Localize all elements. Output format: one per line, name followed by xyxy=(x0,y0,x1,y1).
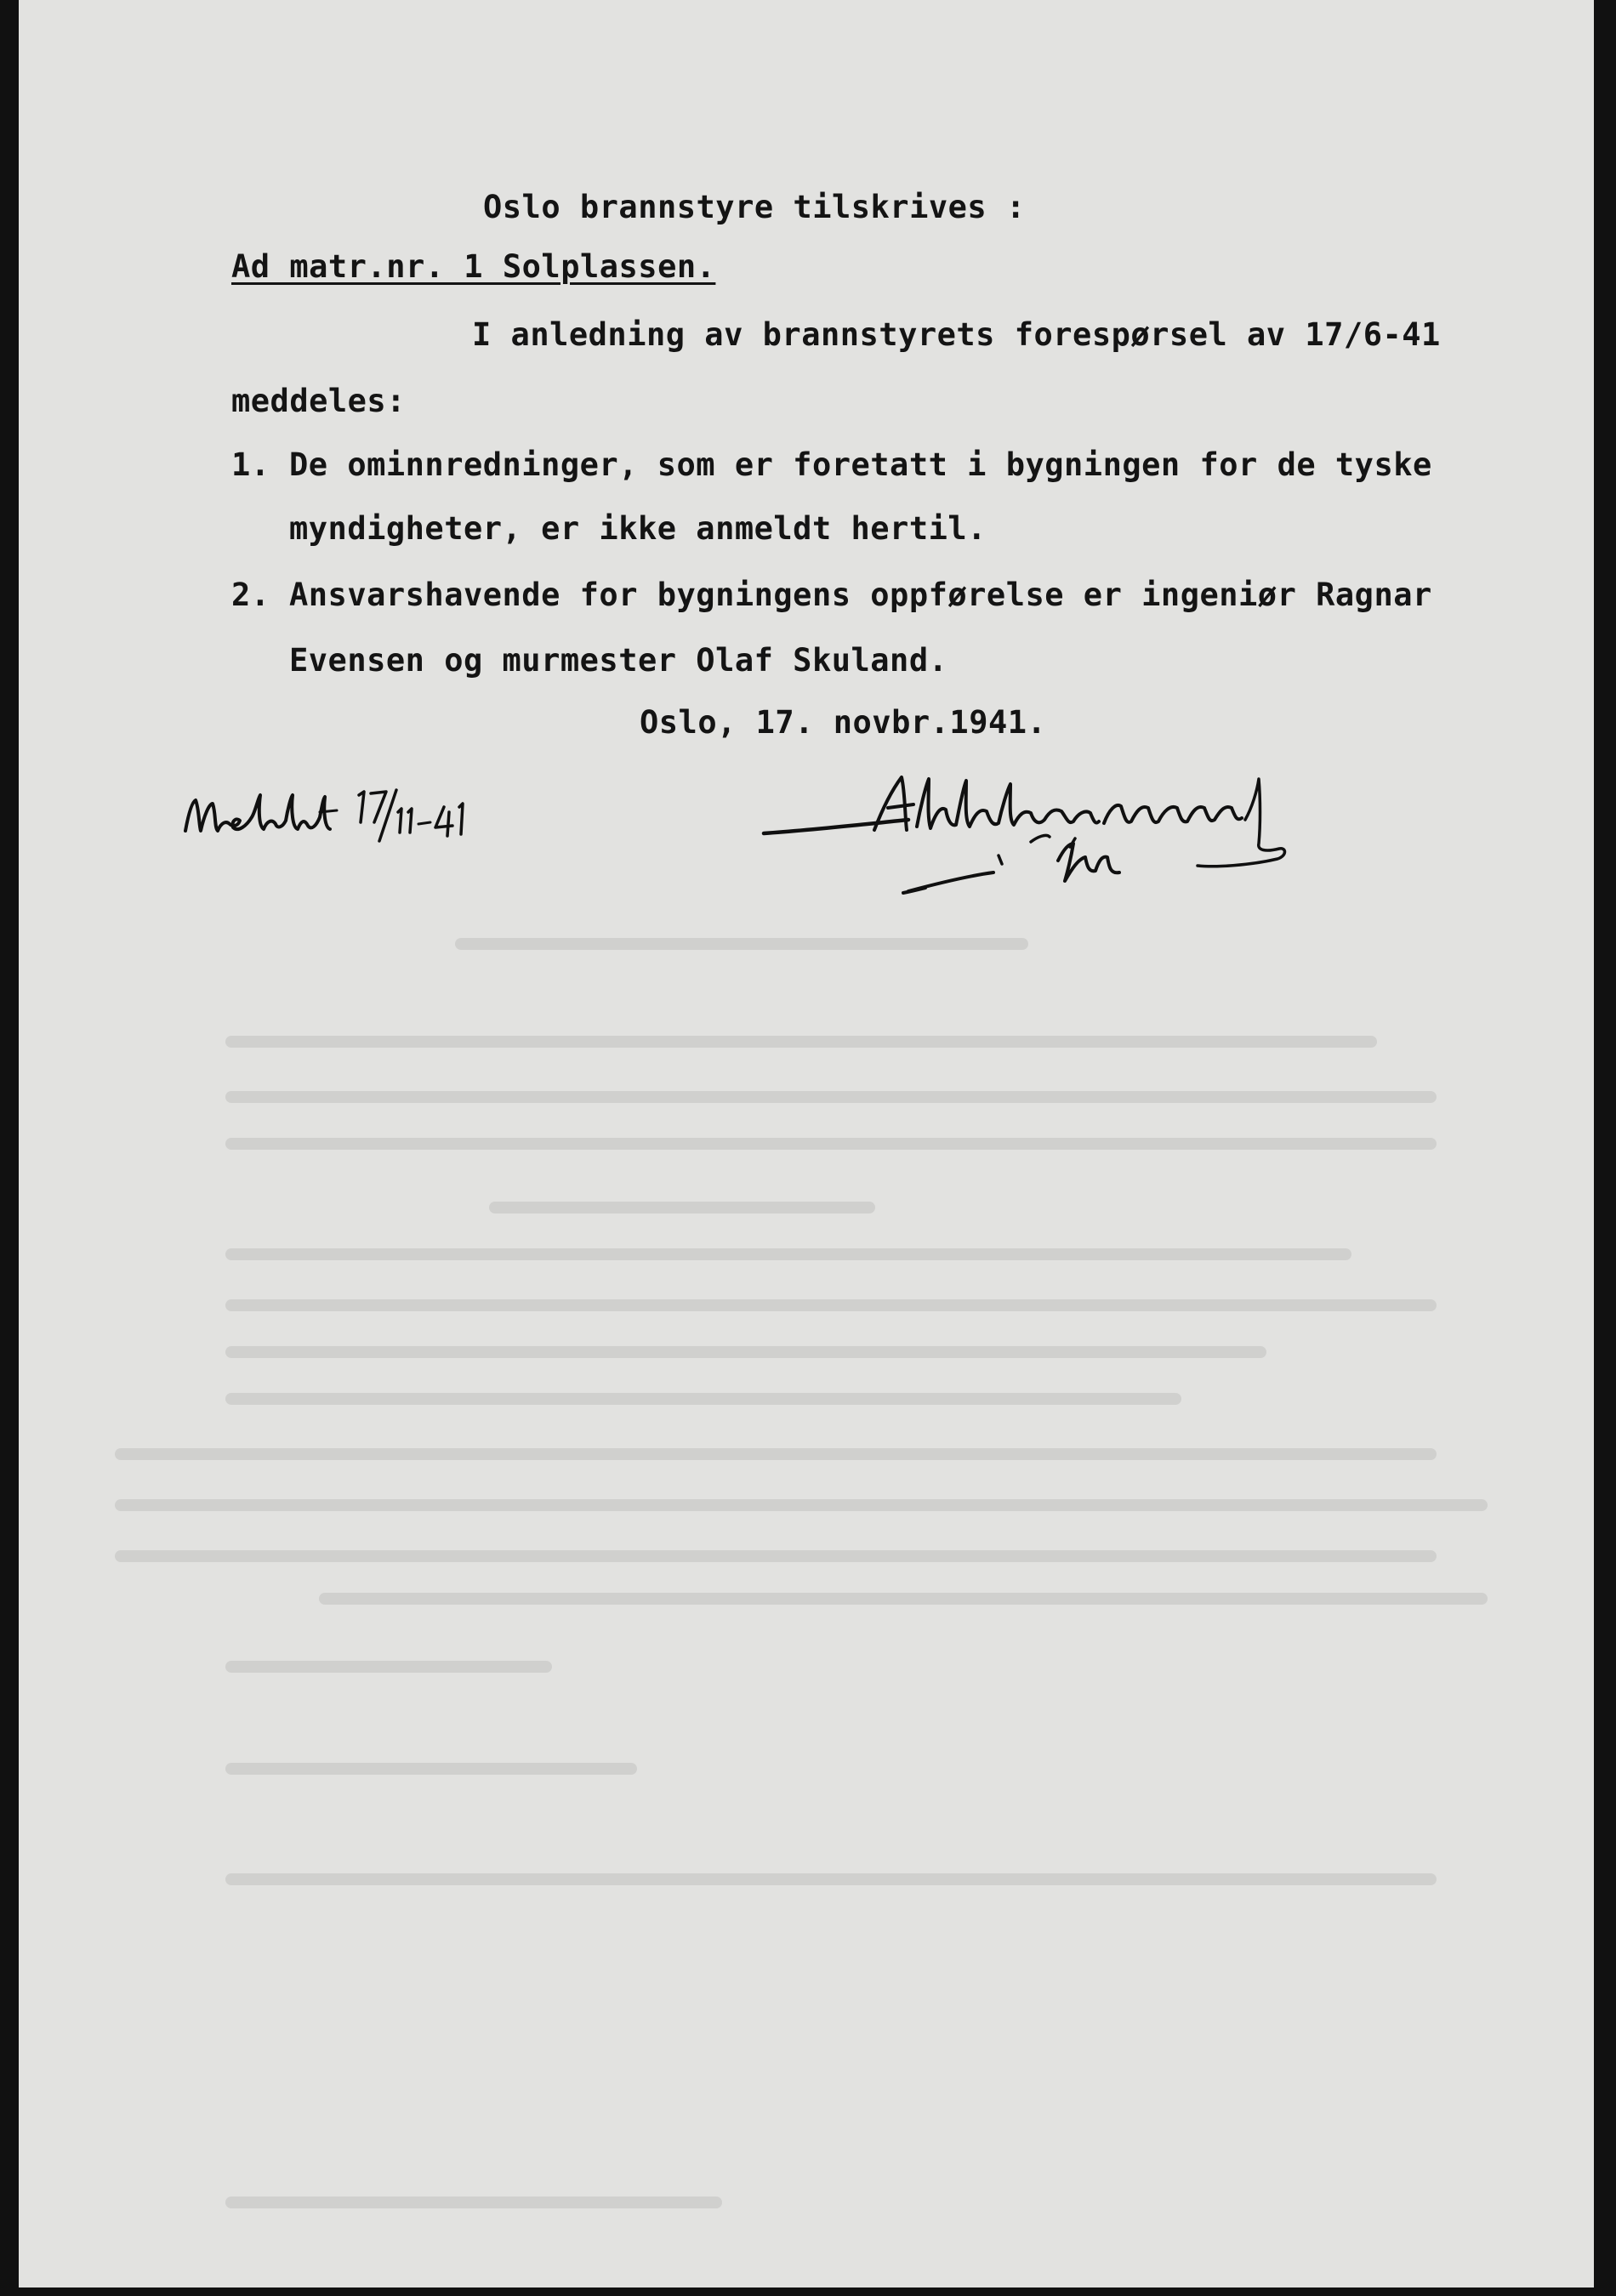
item-1-line2: myndigheter, er ikke anmeldt hertil. xyxy=(289,510,987,547)
paper-sheet xyxy=(19,0,1594,2287)
letter-intro-line1: I anledning av brannstyrets forespørsel av 17/6-41 xyxy=(472,316,1441,353)
item-2-line2: Evensen og murmester Olaf Skuland. xyxy=(289,642,948,679)
signature xyxy=(738,748,1291,918)
letter-subject: Ad matr.nr. 1 Solplassen. xyxy=(231,248,716,285)
item-number-2: 2. xyxy=(231,577,270,613)
item-2-line1: Ansvarshavende for bygningens oppførelse er ingeniør Ragnar xyxy=(289,577,1432,613)
item-number-1: 1. xyxy=(231,446,270,483)
letter-greeting: Oslo brannstyre tilskrives : xyxy=(483,189,1026,225)
letter-date: Oslo, 17. novbr.1941. xyxy=(640,704,1047,741)
item-1-line1: De ominnredninger, som er foretatt i bygningen for de tyske xyxy=(289,446,1432,483)
handwritten-note xyxy=(179,778,536,855)
letter-intro-line2: meddeles: xyxy=(231,383,406,419)
